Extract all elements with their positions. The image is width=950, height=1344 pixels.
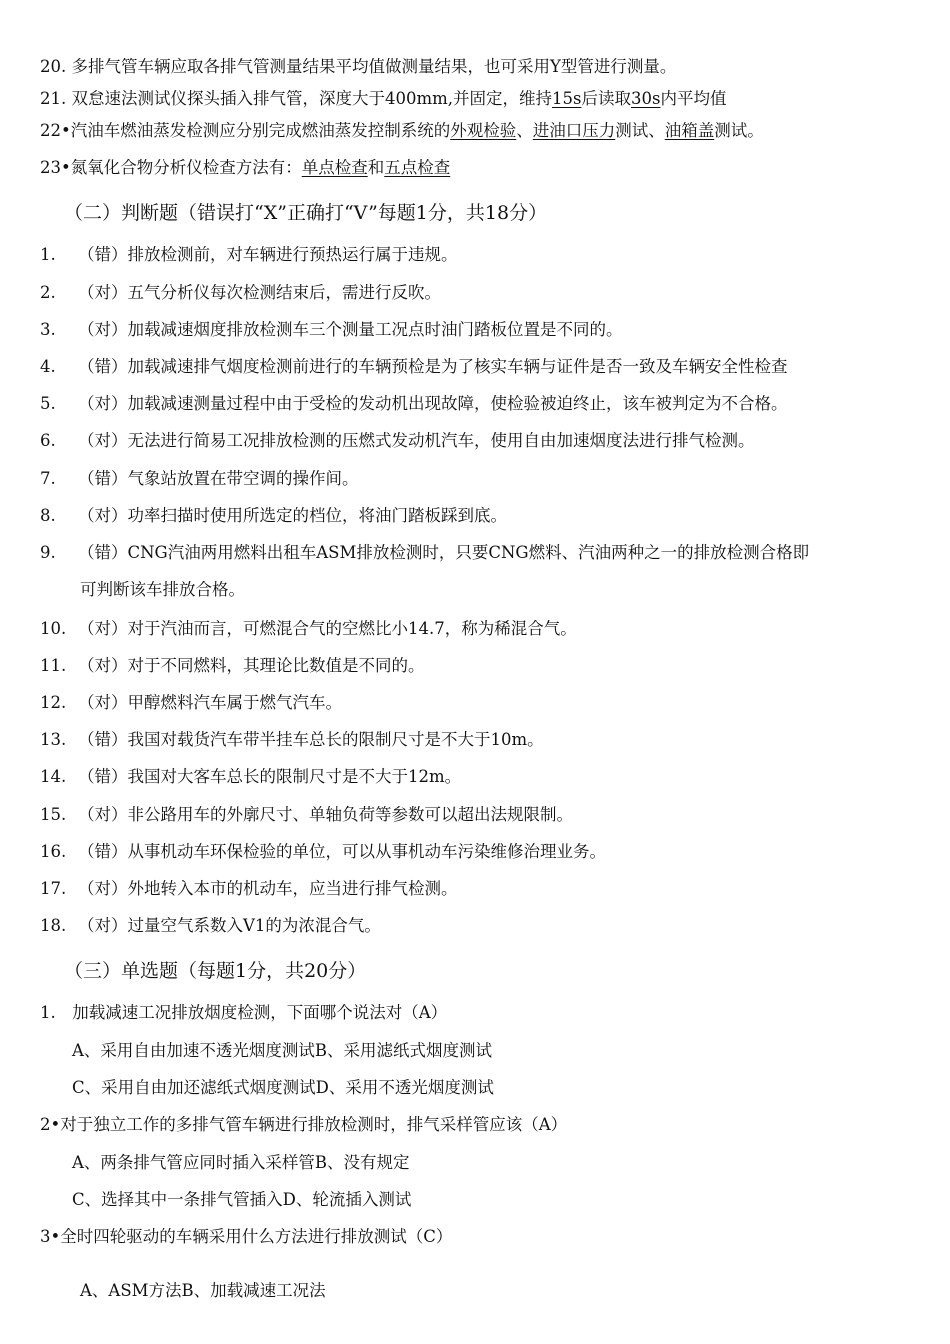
question-21-answer-1: 15s bbox=[552, 89, 582, 108]
question-23-text-c: 和 bbox=[367, 158, 385, 177]
single-question-2: 2•对于独立工作的多排气管车辆进行排放检测时，排气采样管应该（A） bbox=[40, 1115, 568, 1134]
item-number: 7. bbox=[40, 469, 56, 488]
item-number: 1. bbox=[40, 245, 56, 264]
item-text: （错）排放检测前，对车辆进行预热运行属于违规。 bbox=[78, 245, 458, 264]
question-21 bbox=[40, 88, 726, 110]
item-number: 8. bbox=[40, 506, 56, 525]
single-question-1-options-cd: C、采用自由加还滤纸式烟度测试D、采用不透光烟度测试 bbox=[72, 1078, 494, 1097]
question-22-answer-1: 外观检验 bbox=[450, 121, 517, 140]
question-22-text-a: 22•汽油车燃油蒸发检测应分别完成燃油蒸发控制系统的 bbox=[40, 121, 451, 140]
judge-item-13 bbox=[40, 729, 544, 751]
item-text: （对）功率扫描时使用所选定的档位，将油门踏板踩到底。 bbox=[78, 506, 507, 525]
judge-item-18 bbox=[40, 915, 381, 937]
question-21-text-e: 内平均值 bbox=[660, 89, 727, 108]
question-23-answer-1: 单点检查 bbox=[301, 158, 368, 177]
judge-item-9 bbox=[40, 542, 809, 564]
judge-item-3 bbox=[40, 319, 623, 341]
item-text: （对）加载减速测量过程中由于受检的发动机出现故障，使检验被迫终止，该车被判定为不合格。 bbox=[78, 394, 788, 413]
judge-item-14 bbox=[40, 766, 461, 788]
judge-item-10 bbox=[40, 618, 577, 640]
item-text: （对）对于不同燃料，其理论比数值是不同的。 bbox=[78, 656, 425, 675]
item-text: （错）我国对大客车总长的限制尺寸是不大于12m。 bbox=[78, 767, 462, 786]
item-text: （对）无法进行简易工况排放检测的压燃式发动机汽车，使用自由加速烟度法进行排气检测。 bbox=[78, 431, 755, 450]
single-question-1: 1. 加载减速工况排放烟度检测，下面哪个说法对（A） bbox=[40, 1003, 448, 1022]
item-number: 13. bbox=[40, 730, 67, 749]
item-text: （对）非公路用车的外廓尺寸、单轴负荷等参数可以超出法规限制。 bbox=[78, 805, 573, 824]
item-text: （对）加载减速烟度排放检测车三个测量工况点时油门踏板位置是不同的。 bbox=[78, 320, 623, 339]
item-number: 18. bbox=[40, 916, 67, 935]
item-text: （对）对于汽油而言，可燃混合气的空燃比小14.7，称为稀混合气。 bbox=[78, 619, 577, 638]
item-text: （对）五气分析仪每次检测结束后，需进行反吹。 bbox=[78, 283, 441, 302]
question-22-text-g: 测试。 bbox=[714, 121, 764, 140]
judge-item-16 bbox=[40, 841, 606, 863]
single-question-3: 3•全时四轮驱动的车辆采用什么方法进行排放测试（C） bbox=[40, 1227, 453, 1246]
item-text: （对）外地转入本市的机动车，应当进行排气检测。 bbox=[78, 879, 458, 898]
judge-item-17 bbox=[40, 878, 458, 900]
judge-item-4 bbox=[40, 356, 788, 378]
judge-item-5 bbox=[40, 393, 788, 415]
question-22-answer-2: 进油口压力 bbox=[532, 121, 616, 140]
question-22-text-e: 测试、 bbox=[615, 121, 665, 140]
item-number: 9. bbox=[40, 543, 56, 562]
item-number: 4. bbox=[40, 357, 56, 376]
judge-item-9-continued: 可判断该车排放合格。 bbox=[80, 580, 245, 599]
item-number: 11. bbox=[40, 656, 67, 675]
judge-item-8 bbox=[40, 505, 507, 527]
judge-item-6 bbox=[40, 430, 755, 452]
item-number: 10. bbox=[40, 619, 67, 638]
item-number: 2. bbox=[40, 283, 56, 302]
item-number: 16. bbox=[40, 842, 67, 861]
question-22-answer-3: 油箱盖 bbox=[664, 121, 715, 140]
section-judge-title: （二）判断题（错误打“X”正确打“V”每题1分，共18分） bbox=[64, 202, 548, 224]
item-number: 17. bbox=[40, 879, 67, 898]
question-23-answer-2: 五点检查 bbox=[384, 158, 451, 177]
question-21-answer-2: 30s bbox=[630, 89, 661, 108]
section-single-title: （三）单选题（每题1分，共20分） bbox=[64, 960, 367, 982]
question-23 bbox=[40, 157, 450, 179]
judge-item-11 bbox=[40, 655, 425, 677]
question-20: 20. 多排气管车辆应取各排气管测量结果平均值做测量结果，也可采用Y型管进行测量。 bbox=[40, 57, 677, 76]
item-number: 12. bbox=[40, 693, 67, 712]
question-21-text-a: 21. 双怠速法测试仪探头插入排气管，深度大于400mm,并固定，维持 bbox=[40, 89, 553, 108]
item-text: （错）我国对载货汽车带半挂车总长的限制尺寸是不大于10m。 bbox=[78, 730, 544, 749]
item-number: 15. bbox=[40, 805, 67, 824]
single-question-2-options-ab: A、两条排气管应同时插入采样管B、没有规定 bbox=[72, 1153, 410, 1172]
item-number: 14. bbox=[40, 767, 67, 786]
item-text: （对）甲醇燃料汽车属于燃气汽车。 bbox=[78, 693, 342, 712]
question-23-text-a: 23•氮氧化合物分析仪检查方法有： bbox=[40, 158, 302, 177]
judge-item-2 bbox=[40, 282, 441, 304]
item-text: （错）气象站放置在带空调的操作间。 bbox=[78, 469, 359, 488]
item-number: 5. bbox=[40, 394, 56, 413]
item-number: 6. bbox=[40, 431, 56, 450]
judge-item-15 bbox=[40, 804, 573, 826]
question-21-text-c: 后读取 bbox=[581, 89, 631, 108]
single-question-2-options-cd: C、选择其中一条排气管插入D、轮流插入测试 bbox=[72, 1190, 412, 1209]
item-text: （错）从事机动车环保检验的单位，可以从事机动车污染维修治理业务。 bbox=[78, 842, 606, 861]
judge-item-1 bbox=[40, 244, 458, 266]
single-question-3-options-ab: A、ASM方法B、加载减速工况法 bbox=[80, 1281, 326, 1300]
item-number: 3. bbox=[40, 320, 56, 339]
item-text: （错）加载减速排气烟度检测前进行的车辆预检是为了核实车辆与证件是否一致及车辆安全性检查 bbox=[78, 357, 788, 376]
judge-item-7 bbox=[40, 468, 359, 490]
question-22-text-c: 、 bbox=[516, 121, 533, 140]
question-22 bbox=[40, 120, 764, 142]
single-question-1-options-ab: A、采用自由加速不透光烟度测试B、采用滤纸式烟度测试 bbox=[72, 1041, 493, 1060]
item-text: （错）CNG汽油两用燃料出租车ASM排放检测时，只要CNG燃料、汽油两种之一的排放检测合格即 bbox=[78, 543, 810, 562]
item-text: （对）过量空气系数入V1的为浓混合气。 bbox=[78, 916, 381, 935]
judge-item-12 bbox=[40, 692, 342, 714]
